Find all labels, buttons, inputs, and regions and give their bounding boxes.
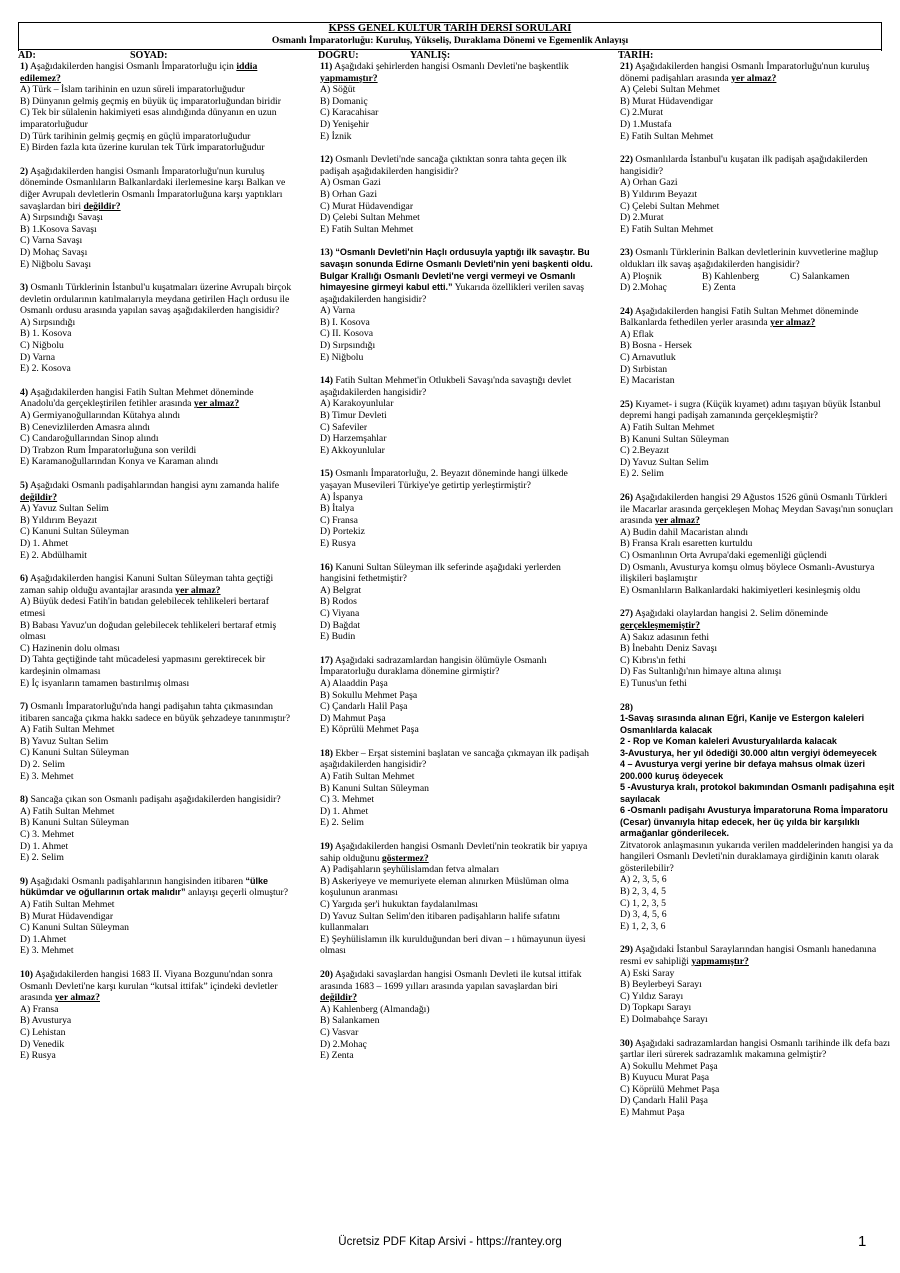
question-stem: Osmanlı Devleti'nde sancağa çıktıktan sonra tahta geçen ilk padişah aşağıdakilerden hangisidir? <box>320 154 567 177</box>
question-item <box>320 468 596 549</box>
answer-option: E) İznik <box>320 130 352 142</box>
answer-option: C) Kanuni Sultan Süleyman <box>20 922 129 934</box>
question-number: 6) <box>20 573 29 585</box>
answer-option: E) 3. Mehmet <box>20 945 74 957</box>
question-number: 30) <box>620 1037 633 1049</box>
question-item <box>320 969 596 1062</box>
question-stem: Sancağa çıkan son Osmanlı padişahı aşağıdakilerden hangisidir? <box>30 794 281 806</box>
answer-option: A) Fransa <box>20 1003 59 1015</box>
question-stem: Aşağıdakilerden hangisi Osmanlı İmparatorluğu'nun kuruluş dönemi padişahları arasında <box>620 61 870 84</box>
question-item <box>20 480 296 561</box>
question-emphasis: yapmamıştır? <box>691 955 749 967</box>
answer-option: D) 2. Selim <box>20 759 65 771</box>
question-stem: Aşağıdakilerden hangisi Fatih Sultan Mehmet döneminde Anadolu'da gerçekleştirilen fetihler arasında <box>20 386 254 410</box>
question-number: 4) <box>20 386 29 398</box>
answer-option: B) Kanuni Sultan Süleyman <box>20 817 129 829</box>
answer-option: E) Niğbolu Savaşı <box>20 258 92 270</box>
question-emphasis: yer almaz? <box>54 992 100 1004</box>
answer-option: E) İç isyanların tamamen bastırılmış olması <box>20 677 190 689</box>
question-stem: Aşağıdakilerden hangisi Kanuni Sultan Süleyman tahta geçtiği zaman sahip olduğu avantajlar arasında <box>20 573 274 596</box>
question-number: 7) <box>20 701 29 713</box>
question-item <box>320 154 596 235</box>
answer-option: B) Yıldırım Beyazıt <box>20 514 98 526</box>
answer-option: D) Tahta geçtiğinde taht mücadelesi yapmasını gerektirecek bir kardeşinin olmaması <box>20 654 266 677</box>
question-number: 28) <box>620 701 633 713</box>
dogru-label: DOĞRU: <box>318 50 359 61</box>
question-number: 18) <box>320 747 333 759</box>
question-item <box>620 247 896 293</box>
question-number: 23) <box>620 247 633 259</box>
question-number: 19) <box>320 841 333 853</box>
question-item <box>320 247 596 363</box>
question-emphasis: yer almaz? <box>193 398 240 410</box>
question-item <box>20 573 296 689</box>
answer-option: A) Sokullu Mehmet Paşa <box>620 1060 718 1072</box>
answer-option: D) Türk tarihinin gelmiş geçmiş en güçlü imparatorluğudur <box>20 130 251 142</box>
answer-option: E) 1, 2, 3, 6 <box>620 920 666 932</box>
answer-option: C) Çelebi Sultan Mehmet <box>620 200 720 212</box>
question-emphasis: yer almaz? <box>175 584 221 596</box>
answer-option: E) 2. Kosova <box>20 363 71 375</box>
question-item <box>620 399 896 480</box>
answer-option: D) Topkapı Sarayı <box>620 1002 692 1014</box>
question-number: 26) <box>620 492 633 503</box>
answer-option: C) Çandarlı Halil Paşa <box>320 701 408 713</box>
question-item <box>320 375 596 456</box>
question-item <box>320 61 596 142</box>
answer-option: C) Yıldız Sarayı <box>620 990 684 1002</box>
answer-option: C) Kanuni Sultan Süleyman <box>20 526 129 538</box>
question-statement: 4 – Avusturya vergi yerine bir defaya mahsus olmak üzeri 200.000 kuruş ödeyecek <box>620 759 865 781</box>
document-header <box>18 22 882 51</box>
question-stem: Osmanlı İmparatorluğu, 2. Beyazıt döneminde hangi ülkede yaşayan Musevileri Türkiye'ye getirtip yerleştirmiştir? <box>320 468 568 491</box>
question-item <box>20 701 296 782</box>
answer-option: E) Niğbolu <box>320 351 364 363</box>
answer-option: D) Fas Sultanlığı'nın himaye altına alınışı <box>620 666 782 678</box>
answer-option: B) Dünyanın gelmiş geçmiş en büyük üç imparatorluğundan biridir <box>20 95 281 107</box>
answer-option: C) Niğbolu <box>20 340 64 352</box>
question-emphasis: iddia edilemez? <box>20 61 258 84</box>
answer-option: B) Salankamen <box>320 1015 380 1027</box>
answer-option: D) Osmanlı, Avusturya komşu olmuş böylece Osmanlı-Avusturya ilişkileri başlamıştır <box>620 561 875 585</box>
answer-option: E) 2. Selim <box>320 817 364 829</box>
answer-option: C) Kanuni Sultan Süleyman <box>20 747 129 759</box>
answer-option: B) 1. Kosova <box>20 328 72 340</box>
question-number: 24) <box>620 305 633 317</box>
answer-option: A) Varna <box>320 305 356 317</box>
column-2 <box>320 61 596 1074</box>
answer-option: B) Yavuz Sultan Selim <box>20 735 109 747</box>
answer-option: E) Fatih Sultan Mehmet <box>320 223 414 235</box>
answer-option: B) 2, 3, 4, 5 <box>620 885 667 897</box>
question-statement: 5 -Avusturya kralı, protokol bakımından Osmanlı padişahına eşit sayılacak <box>620 782 895 804</box>
question-stem-continued: anlayışı geçerli olmuştur? <box>187 887 289 899</box>
answer-option: D) 1. Ahmet <box>320 805 369 817</box>
answer-option: A) Büyük dedesi Fatih'in batıdan gelebilecek tehlikeleri bertaraf etmesi <box>20 596 269 619</box>
answer-option: D) 1.Mustafa <box>620 118 672 130</box>
question-number: 29) <box>620 944 633 956</box>
answer-option: B) Murat Hüdavendigar <box>20 910 114 922</box>
answer-option: A) Orhan Gazi <box>620 177 678 189</box>
question-item <box>320 655 596 736</box>
answer-option: A) Sakız adasının fethi <box>620 631 710 643</box>
question-stem: Osmanlılarda İstanbul'u kuşatan ilk padişah aşağıdakilerden hangisidir? <box>620 154 868 177</box>
answer-option: A) Fatih Sultan Mehmet <box>20 805 115 817</box>
answer-option: B) Murat Hüdavendigar <box>620 95 714 107</box>
answer-option: C) 3. Mehmet <box>20 829 75 841</box>
answer-option: A) Belgrat <box>320 584 362 596</box>
answer-option: D) Çelebi Sultan Mehmet <box>320 212 420 224</box>
answer-option: D) Yenişehir <box>320 118 369 130</box>
question-stem: Osmanlı Türklerinin Balkan devletlerinin kuvvetlerine mağlup oldukları ilk savaş aşağıdakilerden hangisidir? <box>620 247 879 270</box>
answer-option: E) Birden fazla kıta üzerine kurulan tek Türk imparatorluğudur <box>20 142 265 154</box>
answer-option: C) Yargıda şer'i hukuktan faydalanılması <box>320 899 478 910</box>
answer-option: C) Lehistan <box>20 1026 66 1038</box>
question-item <box>620 492 896 596</box>
answer-option: B) Kanuni Sultan Süleyman <box>620 433 729 445</box>
answer-option: C) Köprülü Mehmet Paşa <box>620 1083 720 1095</box>
question-stem: Ekber – Erşat sistemini başlatan ve sancağa çıkmayan ilk padişah aşağıdakilerden hangisidir? <box>320 747 590 771</box>
answer-option: C) Osmanlının Orta Avrupa'daki egemenliği güçlendi <box>620 549 827 561</box>
answer-option: A) Germiyanoğullarından Kütahya alındı <box>20 410 181 422</box>
answer-option: D) 1. Ahmet <box>20 840 69 852</box>
answer-option: B) Kuyucu Murat Paşa <box>620 1072 710 1084</box>
answer-option: A) Fatih Sultan Mehmet <box>20 899 115 910</box>
question-stem: Aşağıdakilerden hangisi 29 Ağustos 1526 günü Osmanlı Türkleri ile Macarlar arasında gerçekleşen Mohaç Meydan Savaşı'nın sonuçları arasında <box>620 492 894 527</box>
question-emphasis: değildir? <box>20 491 58 503</box>
question-quote: “Osmanlı Devleti'nin Haçlı ordusuyla yaptığı ilk savaştır. Bu savaşın sonunda Edirne Osmanlı Devleti'nin yeni başkenti oldu. Bulgar Krallığı Osmanlı Devleti'ne vergi vermeyi ve Osmanlı himayesine girmeyi kabul etti.” <box>320 247 593 293</box>
question-emphasis: değildir? <box>83 200 121 212</box>
answer-option: A) Sırpsındığı Savaşı <box>20 212 103 224</box>
answer-option: D) 3, 4, 5, 6 <box>620 909 667 921</box>
answer-option: D) Trabzon Rum İmparatorluğuna son verildi <box>20 444 197 456</box>
question-stem: Aşağıdakilerden hangisi Osmanlı İmparatorluğu'nun kuruluş döneminde Osmanlıların Balkanlardaki ilerlemesine karşı Balkan ve diğer Avrupalı devletlerin Osmanlı İmparatorluğuna karşı yaptıkları savaşlardan biri <box>20 165 286 212</box>
answer-option: D) 1.Ahmet <box>20 933 67 945</box>
answer-option: B) İtalya <box>320 503 355 515</box>
answer-option: A) Fatih Sultan Mehmet <box>320 771 415 783</box>
question-stem: Kıyamet- i sugra (Küçük kıyamet) adını taşıyan büyük İstanbul depremi hangi padişah zamanında gerçekleşmiştir? <box>620 398 881 422</box>
question-number: 15) <box>320 468 333 480</box>
question-number: 21) <box>620 61 633 72</box>
ad-label: AD: <box>18 50 36 61</box>
question-item <box>20 969 296 1062</box>
question-stem: Aşağıdaki Osmanlı padişahlarından hangisi aynı zamanda halife <box>29 480 280 491</box>
question-stem: Aşağıdaki İstanbul Saraylarından hangisi Osmanlı hanedanına resmi ev sahipliği <box>620 944 877 967</box>
answer-option: E) Rusya <box>320 537 356 549</box>
answer-option: B) Bosna - Hersek <box>620 340 692 352</box>
question-item <box>320 748 596 829</box>
answer-option: E) Zenta <box>320 1050 354 1062</box>
answer-option: D) Harzemşahlar <box>320 433 387 445</box>
question-emphasis: yer almaz? <box>731 72 777 84</box>
answer-option: C) Fransa <box>320 514 358 526</box>
document-subtitle: Osmanlı İmparatorluğu: Kuruluş, Yükseliş, Duraklama Dönemi ve Egemenlik Anlayışı <box>271 35 629 46</box>
answer-option: A) Ploşnik <box>620 270 662 282</box>
answer-option: C) Murat Hüdavendigar <box>320 200 414 212</box>
answer-option: A) Karakoyunlular <box>320 398 394 410</box>
question-item <box>20 61 296 154</box>
question-number: 12) <box>320 154 333 166</box>
question-stem: Aşağıdakilerden hangisi 1683 II. Viyana Bozgunu'ndan sonra Osmanlı Devleti'ne karşı kurulan “kutsal ittifak” içindeki devletler arasında <box>20 968 278 1004</box>
answer-option: A) Alaaddin Paşa <box>320 677 388 689</box>
answer-option: E) 3. Mehmet <box>20 770 74 782</box>
answer-option: D) Mohaç Savaşı <box>20 246 88 258</box>
question-stem: Aşağıdaki şehirlerden hangisi Osmanlı Devleti'ne başkentlik <box>334 61 569 72</box>
answer-option: D) Sırbistan <box>620 363 668 375</box>
question-number: 2) <box>20 165 29 177</box>
page-number: 1 <box>858 1233 867 1250</box>
question-number: 9) <box>20 875 29 887</box>
answer-option: D) Portekiz <box>320 526 365 538</box>
answer-option: A) 2, 3, 5, 6 <box>620 874 667 886</box>
answer-option: D) Sırpsındığı <box>320 340 376 352</box>
answer-option: E) Fatih Sultan Mehmet <box>620 130 714 142</box>
answer-option: E) Akkoyunlular <box>320 444 385 456</box>
answer-option: D) Mahmut Paşa <box>320 712 386 724</box>
question-quote: “ülke hükümdar ve oğullarının ortak malıdır” <box>20 875 268 898</box>
answer-option: E) Osmanlıların Balkanlardaki hakimiyetleri kesinleşmiş oldu <box>620 584 861 596</box>
question-number: 20) <box>320 968 333 980</box>
answer-option: E) Rusya <box>20 1050 56 1062</box>
question-item <box>20 282 296 375</box>
document-title: KPSS GENEL KÜLTÜR TARİH DERSİ SORULARI <box>328 23 572 34</box>
answer-option: A) Budin dahil Macaristan alındı <box>620 526 749 538</box>
answer-option: B) Sokullu Mehmet Paşa <box>320 689 418 701</box>
question-emphasis: gerçekleşmemiştir? <box>620 619 701 631</box>
question-emphasis: yer almaz? <box>770 317 816 329</box>
answer-option-row <box>620 282 896 294</box>
question-stem: Aşağıdaki sadrazamlardan hangisi Osmanlı tarihinde ilk defa bazı şartlar ileri sürerek sadrazamlık makamına gelmiştir? <box>620 1037 891 1061</box>
question-stem: Aşağıdaki Osmanlı padişahlarının hangisinden itibaren <box>29 875 244 887</box>
answer-option: D) 2.Mohaç <box>320 1038 367 1050</box>
question-item <box>320 841 596 957</box>
question-emphasis: yer almaz? <box>654 515 700 527</box>
answer-option: B) Domaniç <box>320 95 368 107</box>
question-stem: Aşağıdaki olaylardan hangisi 2. Selim döneminde <box>634 608 828 620</box>
answer-option: A) Çelebi Sultan Mehmet <box>620 84 720 96</box>
answer-option: A) Söğüt <box>320 84 356 96</box>
answer-option: E) Şeyhülislamın ilk kurulduğundan beri divan – ı hümayunun üyesi olması <box>320 933 586 957</box>
answer-option: B) I. Kosova <box>320 316 370 328</box>
answer-option: D) 2.Murat <box>620 212 664 224</box>
answer-option: E) 2. Selim <box>620 468 664 480</box>
column-1 <box>20 61 296 1074</box>
question-item <box>620 702 896 933</box>
answer-option: B) 1.Kosova Savaşı <box>20 223 97 235</box>
answer-option: A) Sırpsındığı <box>20 316 76 328</box>
answer-option: B) Beylerbeyi Sarayı <box>620 979 702 991</box>
answer-option: B) Kanuni Sultan Süleyman <box>320 782 429 794</box>
question-emphasis: yapmamıştır? <box>320 72 378 84</box>
question-stem: Osmanlı Türklerinin İstanbul'u kuşatmaları üzerine Avrupalı birçok devletin ordularının katılmalarıyla meydana getirilen Haçlı ordusu ile Osmanlı ordusu arasında yapılan savaş aşağıdakilerden hangisidir? <box>20 282 292 317</box>
answer-option: B) Orhan Gazi <box>320 188 378 200</box>
question-item <box>20 876 296 957</box>
answer-option: A) Eflak <box>620 328 654 340</box>
question-stem-continued: Yukarıda özellikleri verilen savaş aşağıdakilerden hangisidir? <box>320 282 585 305</box>
answer-option: C) Tek bir sülalenin hakimiyeti esas alındığında dünyanın en uzun imparatorluğudur <box>20 107 277 130</box>
answer-option: D) 1. Ahmet <box>20 537 69 549</box>
question-stem: Aşağıdakilerden hangisi Osmanlı Devleti'nin teokratik bir yapıya sahip olduğunu <box>320 841 588 864</box>
answer-option: D) Yavuz Sultan Selim'den itibaren padişahların halife sıfatını kullanmaları <box>320 910 561 934</box>
question-number: 25) <box>620 398 633 410</box>
answer-option: E) Köprülü Mehmet Paşa <box>320 724 419 736</box>
answer-option: E) Dolmabahçe Sarayı <box>620 1013 708 1025</box>
answer-option: C) Varna Savaşı <box>20 235 83 247</box>
answer-option: D) Çandarlı Halil Paşa <box>620 1095 708 1107</box>
answer-option: C) 1, 2, 3, 5 <box>620 897 667 909</box>
answer-option: B) Rodos <box>320 596 357 608</box>
answer-option: C) Viyana <box>320 607 360 619</box>
question-stem: Aşağıdaki savaşlardan hangisi Osmanlı Devleti ile kutsal ittifak arasında 1683 – 1699 yılları arasında yapılan savaşlardan biri <box>320 968 582 992</box>
question-statement: 2 - Rop ve Koman kaleleri Avusturyalılarda kalacak <box>620 736 837 747</box>
answer-option: B) Babası Yavuz'un doğudan gelebilecek tehlikeleri bertaraf etmiş olması <box>20 619 277 643</box>
answer-option: A) Fatih Sultan Mehmet <box>20 724 115 736</box>
question-item <box>20 794 296 864</box>
answer-option: D) Bağdat <box>320 619 361 631</box>
question-stem: Aşağıdakilerden hangisi Osmanlı İmparatorluğu için <box>29 61 234 72</box>
question-statement: 6 -Osmanlı padişahı Avusturya İmparatoruna Roma İmparatoru (Cesar) ünvanıyla hitap edecek, her üç yılda bir karşılıklı armağanlar gönderilecek. <box>620 805 888 839</box>
answer-option: E) Tunus'un fethi <box>620 677 687 689</box>
footer-text: Ücretsiz PDF Kitap Arsivi - https://rantey.org <box>338 1236 562 1248</box>
answer-option: C) Safeviler <box>320 421 368 433</box>
question-number: 17) <box>320 654 333 666</box>
question-item <box>620 608 896 689</box>
question-stem: Fatih Sultan Mehmet'in Otlukbeli Savaşı'nda savaştığı devlet aşağıdakilerden hangisidir? <box>320 375 572 398</box>
soyad-label: SOYAD: <box>130 50 168 61</box>
answer-option: E) 2. Abdülhamit <box>20 549 87 561</box>
question-stem: Aşağıdakilerden hangisi Fatih Sultan Mehmet döneminde Balkanlarda fethedilen yerler arasında <box>620 305 859 329</box>
question-number: 8) <box>20 794 29 806</box>
answer-option: C) Candaroğullarından Sinop alındı <box>20 433 159 445</box>
question-number: 10) <box>20 968 33 980</box>
answer-option: C) 2.Beyazıt <box>620 445 669 457</box>
column-3 <box>620 61 896 1131</box>
question-stem: Osmanlı İmparatorluğu'nda hangi padişahın tahta çıkmasından itibaren sancağa çıkma hakkı sadece en büyük şehzadeye tanınmıştır? <box>20 701 291 724</box>
answer-option: B) Avusturya <box>20 1015 72 1027</box>
answer-option: C) 2.Murat <box>620 107 664 119</box>
answer-option: D) 2.Mohaç <box>620 282 667 294</box>
answer-option: C) Hazinenin dolu olması <box>20 642 120 654</box>
answer-option: E) Mahmut Paşa <box>620 1107 685 1119</box>
answer-option: B) Timur Devleti <box>320 410 387 422</box>
question-stem-continued: Zitvatorok anlaşmasının yukarıda verilen maddelerinden hangisi ya da hangileri Osmanlı Devleti'nin duraklamaya girdiğinin kanıtı olarak gösterilebilir? <box>620 839 894 874</box>
answer-option: E) Macaristan <box>620 375 675 387</box>
question-number: 5) <box>20 480 29 491</box>
answer-option: B) Kahlenberg <box>702 270 760 282</box>
question-item <box>320 562 596 643</box>
question-item <box>620 61 896 142</box>
question-number: 13) <box>320 247 333 259</box>
answer-option: E) Zenta <box>702 282 736 294</box>
question-statement: 3-Avusturya, her yıl ödediği 30.000 altın vergiyi ödemeyecek <box>620 747 877 758</box>
answer-option: A) Osman Gazi <box>320 177 381 189</box>
answer-option: A) Türk – İslam tarihinin en uzun süreli imparatorluğudur <box>20 84 245 96</box>
question-emphasis: göstermez? <box>381 852 429 864</box>
answer-option: B) İnebahtı Deniz Savaşı <box>620 643 718 655</box>
answer-option: B) Askeriyeye ve memuriyete eleman alınırken Müslüman olma koşulunun aranması <box>320 875 569 899</box>
question-stem: Aşağıdaki sadrazamlardan hangisin ölümüyle Osmanlı İmparatorluğu duraklama dönemine girmiştir? <box>320 654 547 678</box>
question-emphasis: değildir? <box>320 992 358 1004</box>
answer-option: C) Arnavutluk <box>620 352 676 364</box>
answer-option: E) Fatih Sultan Mehmet <box>620 223 714 235</box>
question-stem: Kanuni Sultan Süleyman ilk seferinde aşağıdaki yerlerden hangisini fethetmiştir? <box>320 561 561 585</box>
answer-option: D) Venedik <box>20 1038 65 1050</box>
answer-option: B) Yıldırım Beyazıt <box>620 188 698 200</box>
answer-option: C) Kıbrıs'ın fethi <box>620 654 686 666</box>
answer-option: E) 2. Selim <box>20 852 64 864</box>
answer-option: A) Fatih Sultan Mehmet <box>620 422 715 434</box>
answer-option: C) II. Kosova <box>320 328 374 340</box>
answer-option: D) Yavuz Sultan Selim <box>620 456 709 468</box>
yanlis-label: YANLIŞ: <box>410 50 451 61</box>
answer-option: C) Vasvar <box>320 1026 359 1038</box>
question-item <box>620 306 896 387</box>
answer-option: E) Budin <box>320 631 356 643</box>
answer-option: B) Cenevizlilerden Amasra alındı <box>20 421 150 433</box>
answer-option: C) Karacahisar <box>320 107 379 119</box>
question-columns <box>20 61 895 1231</box>
question-number: 16) <box>320 561 333 573</box>
question-number: 22) <box>620 154 633 166</box>
answer-option: A) İspanya <box>320 491 363 503</box>
answer-option: D) Varna <box>20 351 56 363</box>
answer-option: C) Salankamen <box>790 270 850 282</box>
answer-option: A) Yavuz Sultan Selim <box>20 503 109 515</box>
question-item <box>20 166 296 270</box>
answer-option-row <box>620 271 896 283</box>
answer-option: C) 3. Mehmet <box>320 794 375 806</box>
question-statement: 1-Savaş sırasında alınan Eğri, Kanije ve Estergon kaleleri Osmanlılarda kalacak <box>620 713 865 735</box>
question-number: 11) <box>320 61 333 72</box>
answer-option: A) Kahlenberg (Almandağı) <box>320 1003 430 1015</box>
answer-option: E) Karamanoğullarından Konya ve Karaman alındı <box>20 456 219 468</box>
question-number: 3) <box>20 282 29 294</box>
answer-option: B) Fransa Kralı esaretten kurtuldu <box>620 538 753 550</box>
tarih-label: TARİH: <box>618 50 654 61</box>
question-item <box>620 154 896 235</box>
question-number: 1) <box>20 61 29 72</box>
answer-option: A) Eski Saray <box>620 967 675 979</box>
question-item <box>20 387 296 468</box>
question-item <box>620 1038 896 1119</box>
answer-option: A) Padişahların şeyhülislamdan fetva almaları <box>320 864 500 876</box>
question-number: 27) <box>620 608 633 620</box>
question-number: 14) <box>320 375 333 387</box>
question-item <box>620 944 896 1025</box>
